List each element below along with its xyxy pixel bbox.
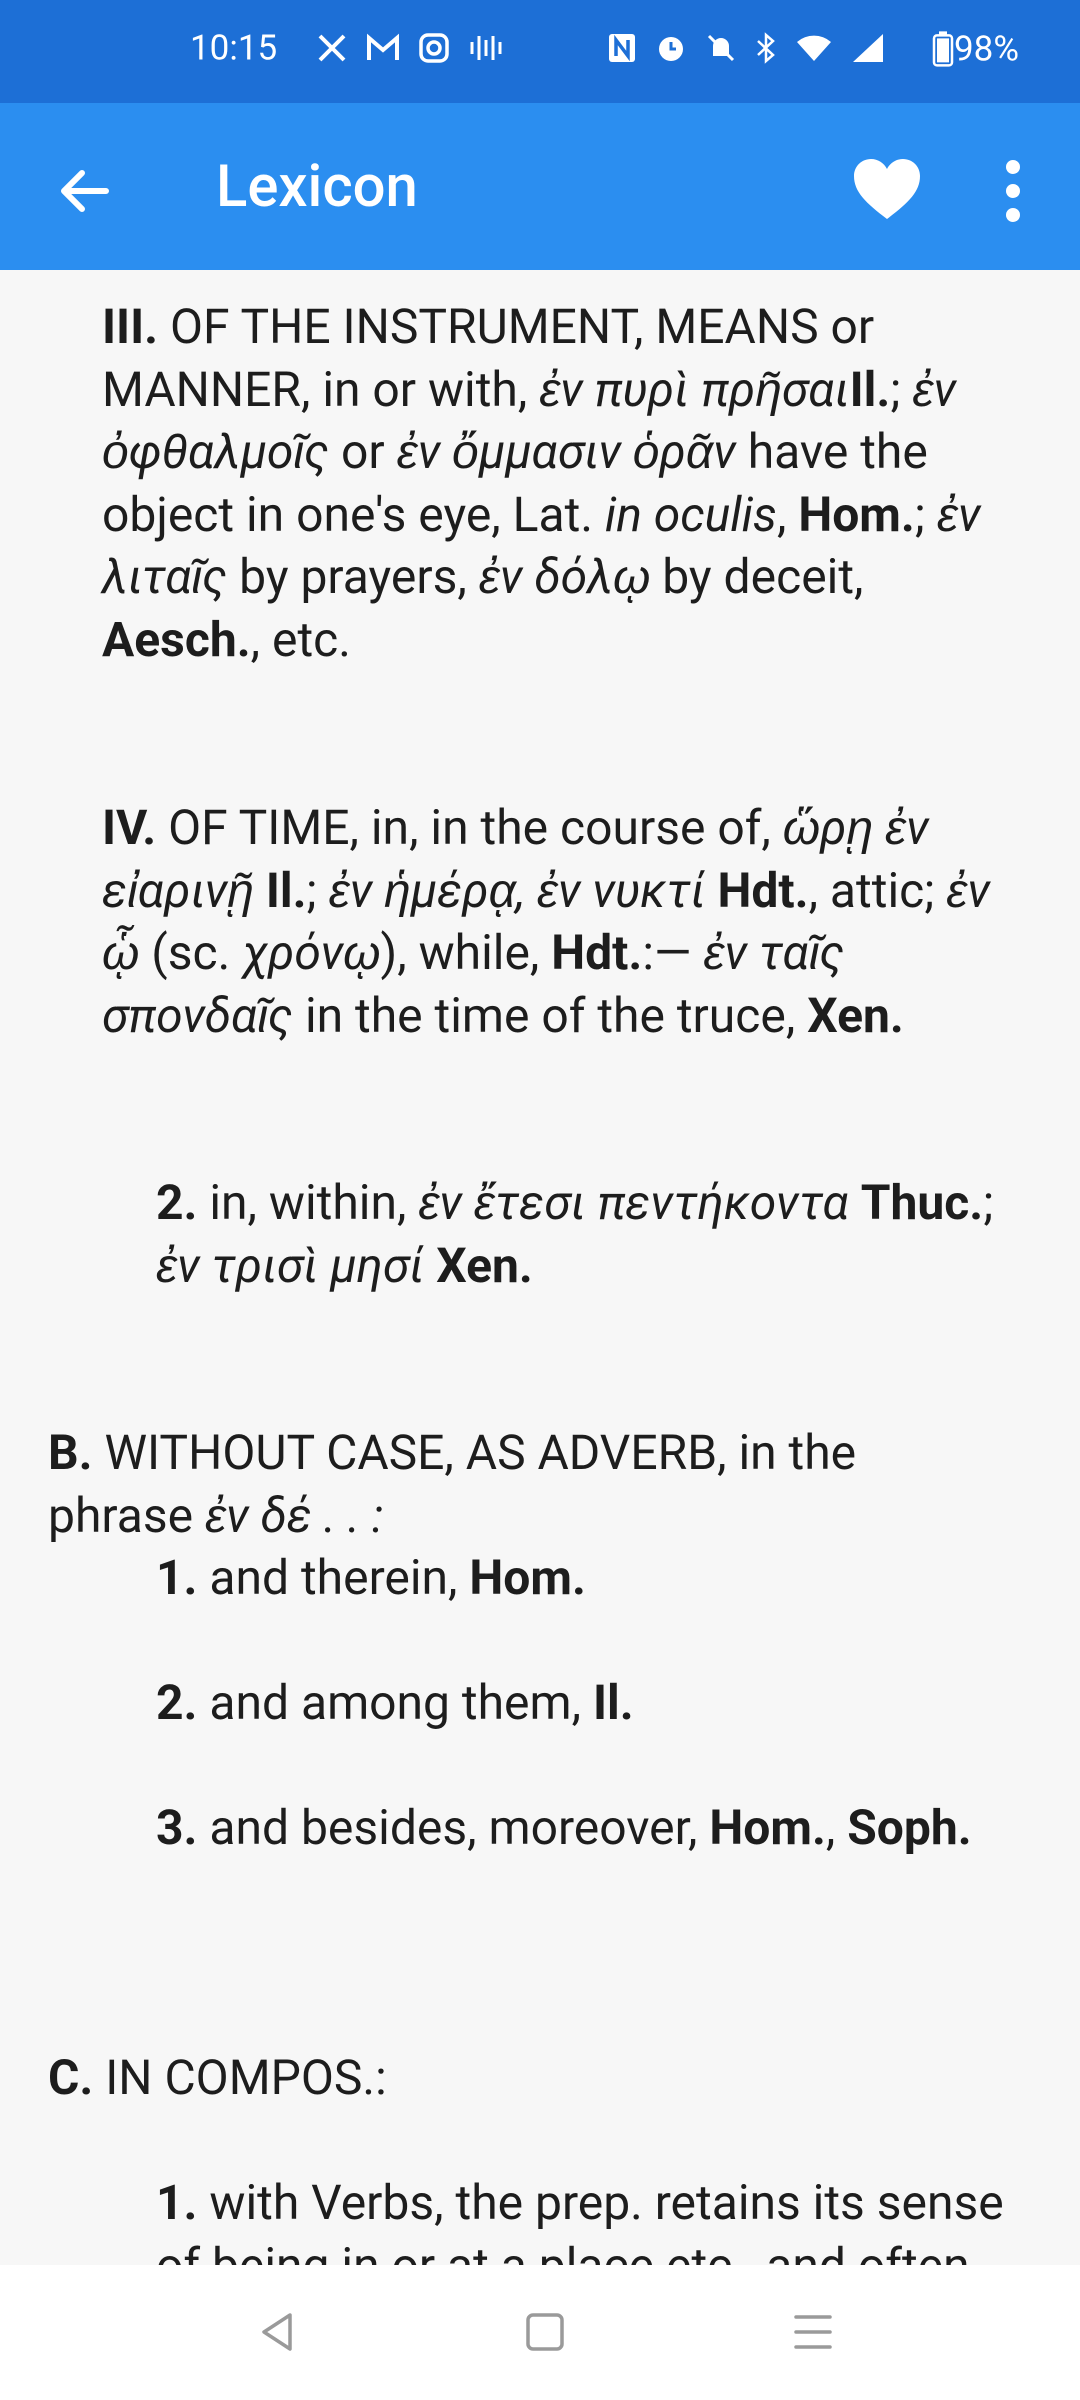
x-app-icon [316, 32, 348, 64]
definition-text: WITHOUT CASE, AS ADVERB, in the phrase [48, 1424, 857, 1544]
greek-example: ἐν ταῖς σπονδαῖς [102, 924, 845, 1044]
section-c [48, 2047, 1008, 2110]
definition-text [424, 1237, 436, 1294]
greek-example: ἐν ὀφθαλμοῖς [102, 360, 957, 480]
author-ref[interactable]: Hdt. [717, 861, 809, 919]
author-ref[interactable]: Hdt. [551, 924, 643, 981]
app-bar [0, 103, 1080, 270]
back-button[interactable] [54, 161, 114, 221]
author-ref[interactable]: Aesch. [102, 610, 251, 668]
more-vert-icon [993, 158, 1033, 224]
definition-text: , attic; [808, 861, 947, 919]
definition-text: and therein, [197, 1549, 470, 1606]
section-b-3 [156, 1797, 1016, 1860]
page-title: Lexicon [216, 153, 418, 221]
sense-number: 3. [156, 1799, 198, 1856]
signal-icon [851, 32, 885, 64]
definition-text: by prayers, [227, 548, 479, 605]
greek-example: ὥρῃ ἐν εἰαρινῇ [102, 799, 929, 919]
notification-icons [316, 32, 504, 64]
lexicon-entry [0, 270, 1080, 2265]
greek-example: ἐν δόλῳ [478, 548, 651, 605]
definition-text: IN COMPOS.: [93, 2049, 387, 2106]
definition-text: have the object in one's eye, Lat. [102, 423, 928, 543]
author-ref[interactable]: Hom. [709, 1799, 826, 1856]
instagram-icon [418, 32, 450, 64]
author-ref[interactable]: Hom. [469, 1549, 586, 1606]
greek-example: ἐν ἡμέρᾳ, ἐν νυκτί [328, 861, 706, 919]
nfc-icon [607, 32, 637, 64]
definition-text: (sc. [139, 924, 243, 981]
definition-text [706, 862, 718, 919]
definition-text [254, 862, 266, 919]
menu-recents-icon [788, 2307, 838, 2357]
battery-icon [932, 31, 954, 67]
definition-text: , etc. [250, 610, 351, 668]
definition-text: or [329, 423, 397, 480]
sense-number: 1. [156, 2174, 198, 2231]
favorite-button[interactable] [852, 157, 922, 221]
nav-back-button[interactable] [252, 2307, 302, 2357]
heart-icon [852, 157, 922, 221]
greek-example: ἐν ἔτεσι πεντήκοντα [418, 1174, 849, 1231]
section-letter: B. [48, 1424, 93, 1481]
author-ref[interactable]: Soph. [847, 1799, 972, 1856]
greek-example: ἐν ᾧ [102, 861, 990, 981]
definition-text: OF THE INSTRUMENT, MEANS or MANNER, in or with, [102, 298, 875, 418]
greek-example: ἐν δέ . . : [204, 1486, 384, 1544]
greek-example: ἐν λιταῖς [102, 485, 981, 605]
greek-example: ἐν τρισὶ μησί [156, 1236, 425, 1294]
alarm-icon [655, 32, 687, 64]
mute-icon [705, 32, 737, 64]
definition-text: OF TIME, in, in the course of, [156, 799, 783, 856]
nav-home-button[interactable] [520, 2307, 570, 2357]
section-b-1 [156, 1547, 1016, 1610]
system-icons [607, 32, 885, 64]
definition-text: and besides, moreover, [197, 1799, 710, 1856]
triangle-back-icon [252, 2307, 302, 2357]
sense-iv [102, 797, 1002, 1047]
sense-number: 2. [156, 1674, 198, 1731]
battery-status [932, 26, 1019, 69]
definition-text: , [776, 485, 799, 543]
definition-text [849, 1174, 861, 1231]
battery-percent: 98% [954, 28, 1019, 70]
square-home-icon [520, 2307, 570, 2357]
author-ref[interactable]: Xen. [807, 986, 904, 1044]
definition-text: ; [306, 861, 329, 919]
greek-example: χρόνῳ [242, 924, 381, 981]
author-ref[interactable]: Hom. [798, 485, 915, 543]
sense-iv-2 [156, 1172, 1016, 1297]
definition-text: by deceit, [650, 548, 864, 605]
latin-example: in oculis [604, 485, 777, 543]
section-b-2 [156, 1672, 1016, 1735]
back-arrow-icon [54, 161, 114, 221]
section-letter: C. [48, 2049, 94, 2106]
system-navigation-bar [0, 2265, 1080, 2400]
status-bar [0, 0, 1080, 103]
definition-text: ; [890, 360, 913, 418]
more-options-button[interactable] [993, 158, 1033, 224]
sense-number: IV. [102, 799, 157, 856]
definition-text: in the time of the truce, [293, 986, 808, 1044]
definition-text: ; [914, 485, 937, 543]
definition-text: :— [642, 924, 704, 981]
author-ref[interactable]: Il. [592, 1674, 634, 1731]
section-b [48, 1422, 1008, 1547]
definition-text: with Verbs, the prep. retains its sense [209, 2174, 1004, 2231]
status-time: 10:15 [190, 27, 278, 69]
sense-iii [102, 296, 1002, 671]
sense-number: III. [102, 298, 159, 355]
wifi-icon [795, 32, 833, 64]
gmail-icon [366, 32, 400, 64]
author-ref[interactable]: Il. [265, 861, 307, 919]
definition-text: and among them, [197, 1674, 593, 1731]
bluetooth-icon [755, 32, 777, 64]
definition-text: in, within, [197, 1174, 419, 1231]
nav-recents-button[interactable] [788, 2307, 838, 2357]
definition-text: , [825, 1799, 848, 1856]
greek-example: ἐν πυρὶ πρῆσαι [539, 360, 850, 418]
definition-text: ; [983, 1174, 994, 1231]
author-ref[interactable]: Xen. [436, 1236, 533, 1294]
sense-number: 1. [156, 1549, 198, 1606]
greek-example: ἐν ὄμμασιν ὁρᾶν [396, 423, 736, 480]
definition-text: ), while, [380, 924, 552, 981]
author-ref[interactable]: Il. [849, 360, 891, 418]
sense-number: 2. [156, 1174, 198, 1231]
author-ref[interactable]: Thuc. [860, 1174, 984, 1231]
podcasts-icon [468, 32, 504, 64]
